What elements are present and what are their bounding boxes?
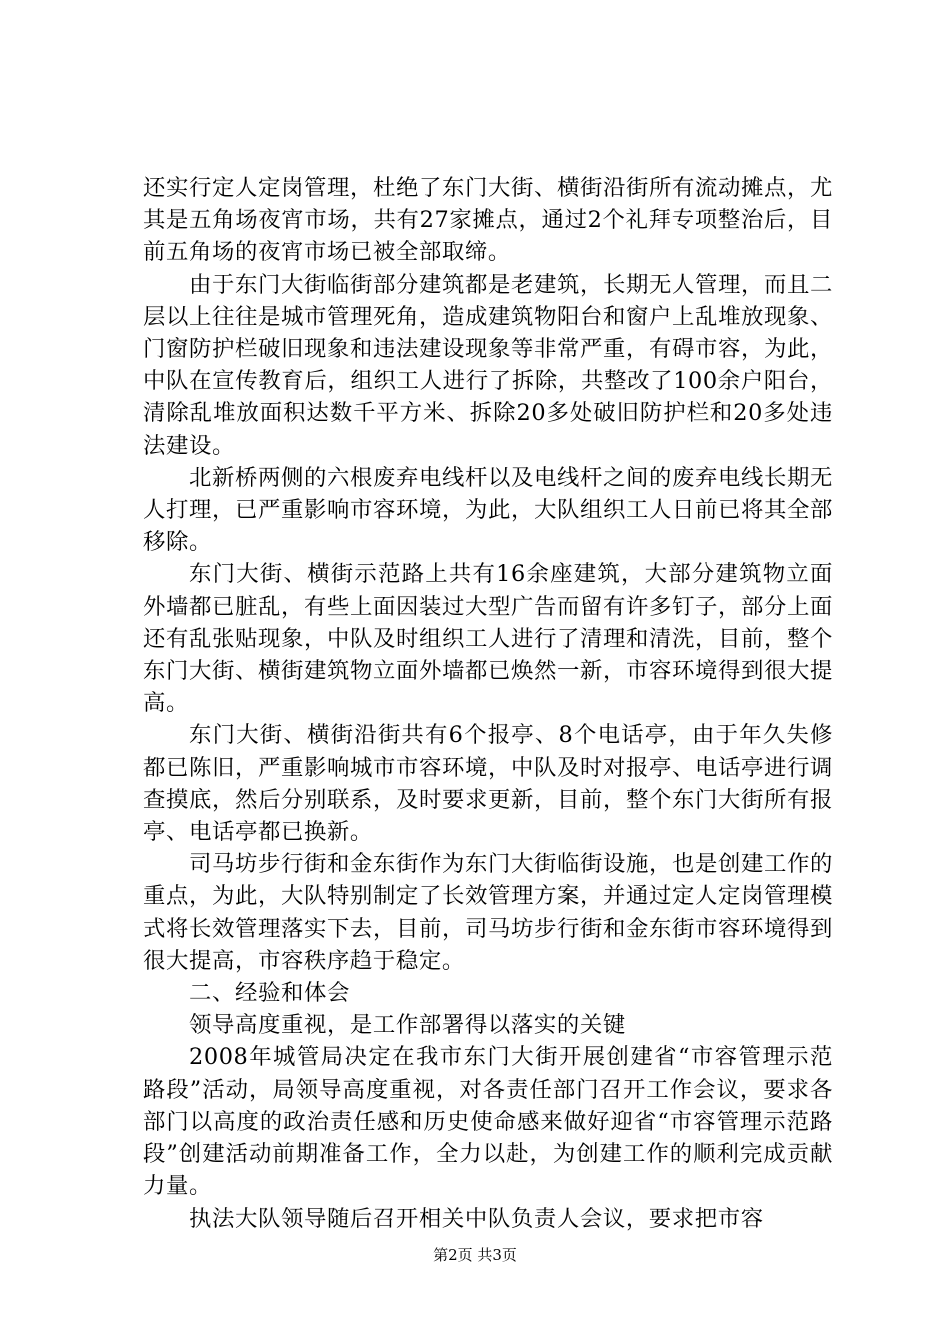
paragraph: 执法大队领导随后召开相关中队负责人会议，要求把市容 (189, 1205, 764, 1232)
paragraph: 北新桥两侧的六根废弃电线杆以及电线杆之间的废弃电线长期无人打理，已严重影响市容环境，为此，大队组织工人日前已将其全部移除。 (143, 464, 833, 556)
paragraph: 二、经验和体会 (189, 980, 350, 1007)
paragraph: 还实行定人定岗管理，杜绝了东门大街、横街沿街所有流动摊点，尤其是五角场夜宵市场，共有27家摊点，通过2个礼拜专项整治后，目前五角场的夜宵市场已被全部取缔。 (143, 175, 833, 266)
document-body (143, 172, 833, 1235)
paragraph: 2008年城管局决定在我市东门大街开展创建省“市容管理示范路段”活动，局领导高度重视，对各责任部门召开工作会议，要求各部门以高度的政治责任感和历史使命感来做好迎省“市容管理示范路段”创建活动前期准备工作，全力以赴，为创建工作的顺利完成贡献力量。 (143, 1044, 833, 1200)
paragraph: 由于东门大街临街部分建筑都是老建筑，长期无人管理，而且二层以上往往是城市管理死角，造成建筑物阳台和窗户上乱堆放现象、门窗防护栏破旧现象和违法建设现象等非常严重，有碍市容，为此，中队在宣传教育后，组织工人进行了拆除，共整改了100余户阳台，清除乱堆放面积达数千平方米、拆除20多处破旧防护栏和20多处违法建设。 (143, 271, 833, 459)
paragraph: 领导高度重视，是工作部署得以落实的关键 (189, 1012, 626, 1039)
paragraph: 司马坊步行街和金东街作为东门大街临街设施，也是创建工作的重点，为此，大队特别制定了长效管理方案，并通过定人定岗管理模式将长效管理落实下去，目前，司马坊步行街和金东街市容环境得到很大提高，市容秩序趋于稳定。 (143, 851, 833, 974)
paragraph: 东门大街、横街示范路上共有16余座建筑，大部分建筑物立面外墙都已脏乱，有些上面因装过大型广告而留有许多钉子，部分上面还有乱张贴现象，中队及时组织工人进行了清理和清洗，目前，整个东门大街、横街建筑物立面外墙都已焕然一新，市容环境得到很大提高。 (143, 561, 833, 717)
page-footer: 第2页 共3页 (433, 1246, 517, 1264)
paragraph: 东门大街、横街沿街共有6个报亭、8个电话亭，由于年久失修都已陈旧，严重影响城市市容环境，中队及时对报亭、电话亭进行调查摸底，然后分别联系，及时要求更新，目前，整个东门大街所有报亭、电话亭都已换新。 (143, 722, 833, 846)
